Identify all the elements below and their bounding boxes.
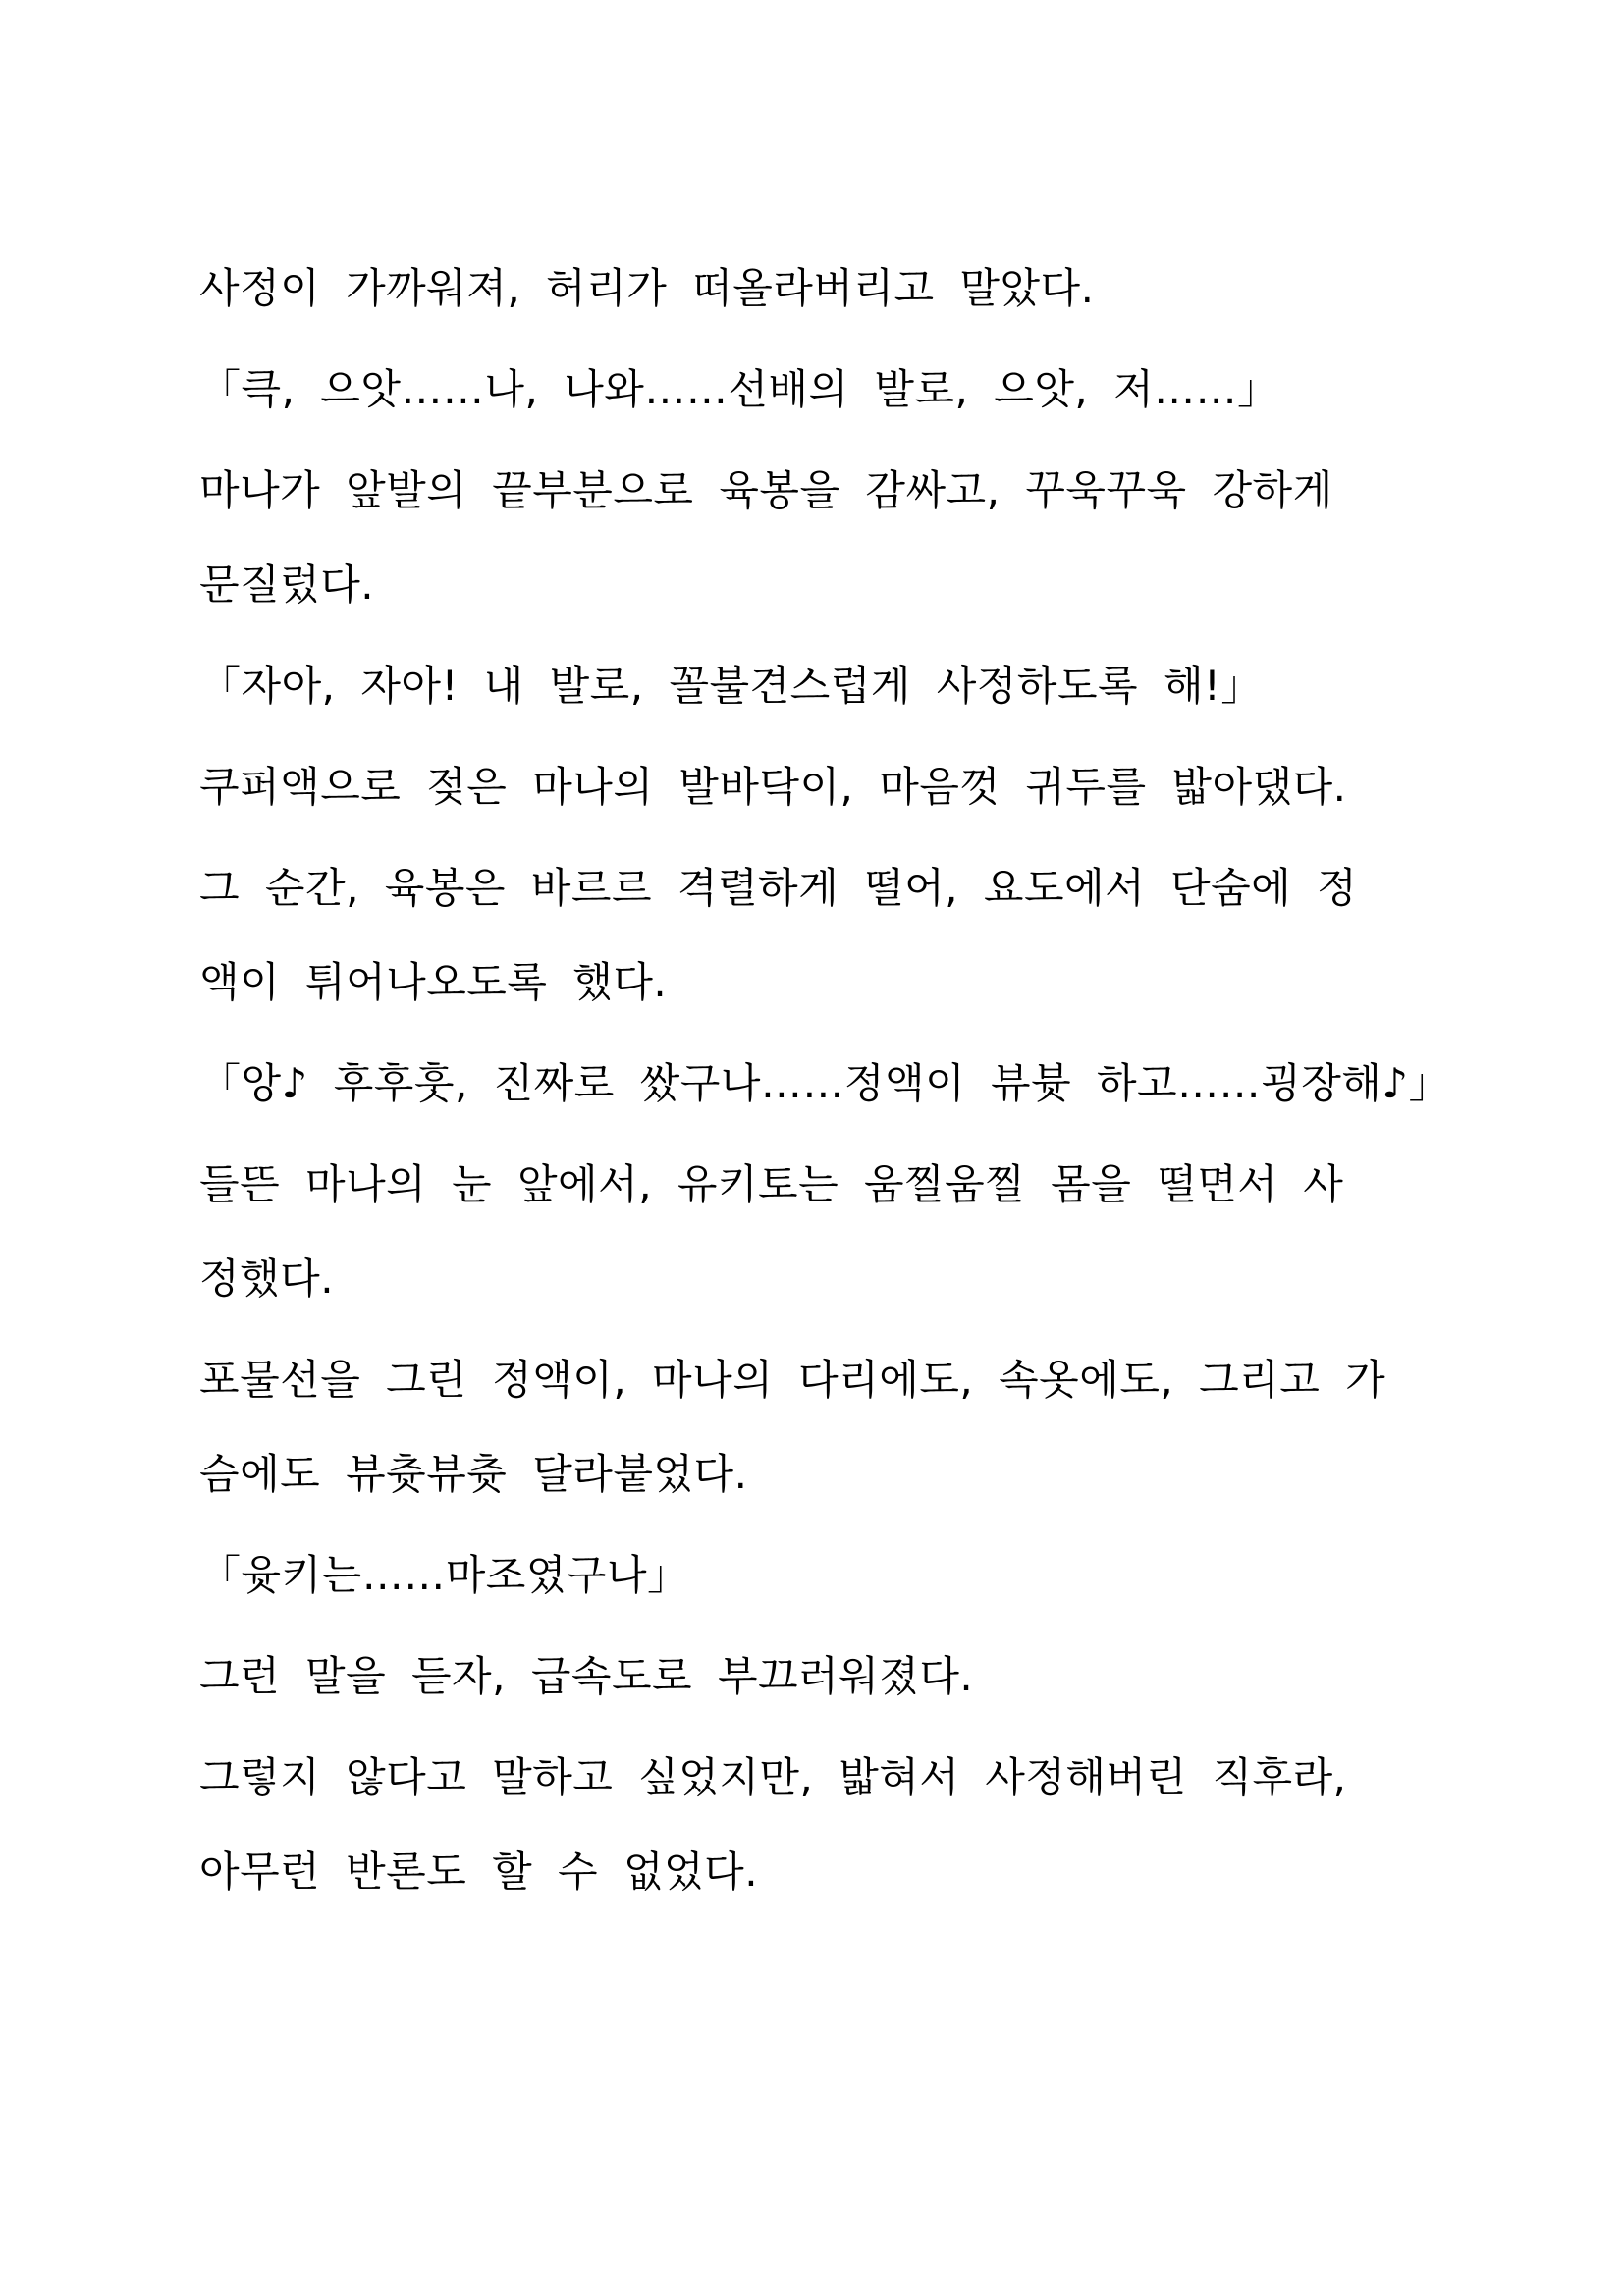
paragraph [199,841,1438,1030]
text-line: 「앙♪ 후후훗, 진짜로 쌌구나……정액이 뷰븃 하고……굉장해♪」 [199,1059,1451,1107]
text-line: 액이 튀어나오도록 했다. [199,958,668,1006]
paragraph [199,1333,1438,1522]
text-line: 슴에도 뷰츗뷰츗 달라붙었다. [199,1450,748,1498]
text-line: 「자아, 자아! 내 발로, 꼴불견스럽게 사정하도록 해!」 [199,662,1263,710]
paragraph [199,241,1438,336]
paragraph [199,740,1438,834]
text-line: 사정이 가까워져, 허리가 떠올라버리고 말았다. [199,264,1095,312]
text-line: 「윳키는……마조였구나」 [199,1551,689,1599]
paragraph [199,639,1438,733]
text-line: 정했다. [199,1255,335,1303]
text-line: 그렇지 않다고 말하고 싶었지만, 밟혀서 사정해버린 직후라, [199,1753,1347,1801]
paragraph [199,1138,1438,1326]
paragraph [199,1731,1438,1919]
text-line: 그런 말을 듣자, 급속도로 부끄러워졌다. [199,1652,974,1700]
paragraph [199,444,1438,632]
text-line: 포물선을 그린 정액이, 마나의 다리에도, 속옷에도, 그리고 가 [199,1356,1386,1404]
paragraph [199,1037,1451,1131]
text-line: 들뜬 마나의 눈 앞에서, 유키토는 움찔움찔 몸을 떨면서 사 [199,1160,1344,1208]
text-line: 쿠퍼액으로 젖은 마나의 발바닥이, 마음껏 귀두를 밟아댔다. [199,763,1347,811]
paragraph [199,1629,1438,1724]
text-line: 아무런 반론도 할 수 없었다. [199,1847,759,1896]
text-line: 「큭, 으앗……나, 나와……선배의 발로, 으앗, 저……」 [199,365,1279,413]
paragraph [199,343,1438,437]
text-line: 문질렀다. [199,561,375,609]
document-page [199,241,1451,1926]
text-line: 그 순간, 육봉은 바르르 격렬하게 떨어, 요도에서 단숨에 정 [199,864,1358,912]
text-line: 마나가 앞발의 끝부분으로 육봉을 감싸고, 꾸욱꾸욱 강하게 [199,466,1333,514]
paragraph [199,1528,1438,1623]
